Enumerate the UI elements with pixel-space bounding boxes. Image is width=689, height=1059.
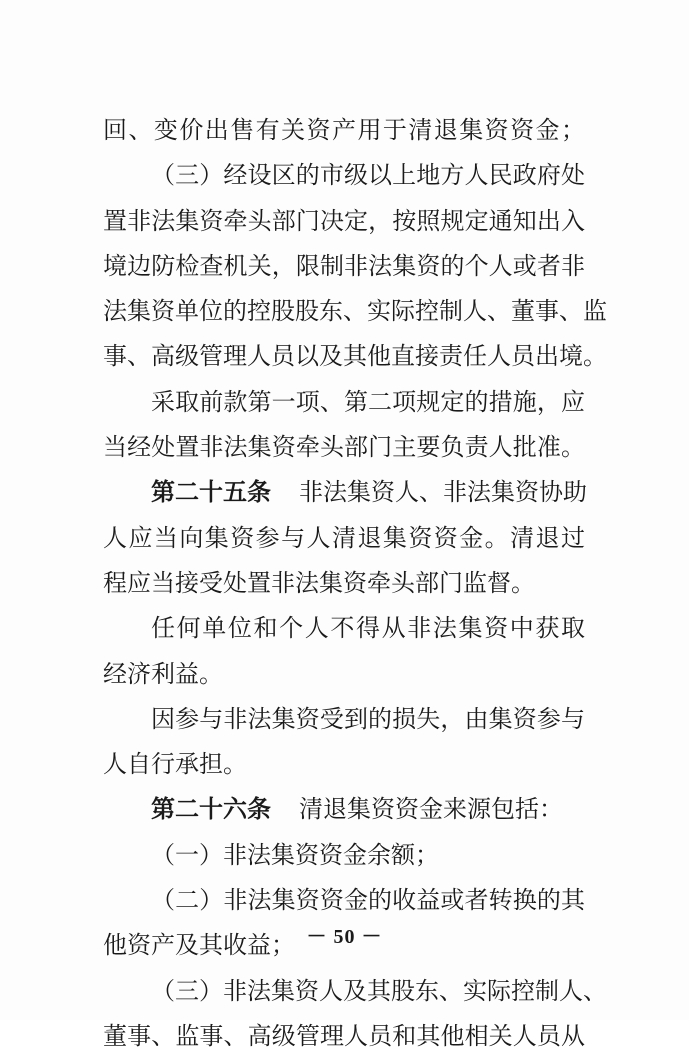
article-25-title: 第二十五条 bbox=[151, 478, 271, 507]
article-26-title: 第二十六条 bbox=[151, 795, 271, 824]
text-line: 任何单位和个人不得从非法集资中获取 bbox=[151, 614, 585, 643]
article-26-line bbox=[103, 787, 585, 832]
text-line: 事、高级管理人员以及其他直接责任人员出境。 bbox=[103, 342, 607, 371]
text-line: 清退集资资金来源包括： bbox=[299, 795, 563, 824]
text-line: 境边防检查机关，限制非法集资的个人或者非 bbox=[103, 251, 585, 280]
text-line: 他资产及其收益； bbox=[103, 931, 295, 960]
text-line: 人自行承担。 bbox=[103, 750, 247, 779]
page-number: － 50 － bbox=[306, 926, 383, 948]
body-text bbox=[103, 108, 607, 1059]
text-line: （二）非法集资资金的收益或者转换的其 bbox=[151, 886, 585, 915]
text-line: 董事、监事、高级管理人员和其他相关人员从 bbox=[103, 1021, 585, 1050]
text-line: （三）非法集资人及其股东、实际控制人、 bbox=[151, 976, 607, 1005]
text-line: （一）非法集资资金余额； bbox=[151, 840, 439, 869]
text-line: 程应当接受处置非法集资牵头部门监督。 bbox=[103, 568, 535, 597]
text-line: 当经处置非法集资牵头部门主要负责人批准。 bbox=[103, 433, 585, 462]
text-line: 采取前款第一项、第二项规定的措施，应 bbox=[151, 387, 585, 416]
text-line: 置非法集资牵头部门决定，按照规定通知出入 bbox=[103, 206, 585, 235]
text-line: 人应当向集资参与人清退集资资金。清退过 bbox=[103, 523, 585, 552]
text-line: 法集资单位的控股股东、实际控制人、董事、监 bbox=[103, 297, 607, 326]
text-line: 经济利益。 bbox=[103, 659, 223, 688]
text-line: 因参与非法集资受到的损失，由集资参与 bbox=[151, 704, 585, 733]
article-25-line bbox=[103, 470, 585, 515]
text-line: 非法集资人、非法集资协助 bbox=[299, 478, 587, 507]
text-line: （三）经设区的市级以上地方人民政府处 bbox=[151, 161, 585, 190]
text-line: 回、变价出售有关资产用于清退集资资金； bbox=[103, 116, 585, 144]
